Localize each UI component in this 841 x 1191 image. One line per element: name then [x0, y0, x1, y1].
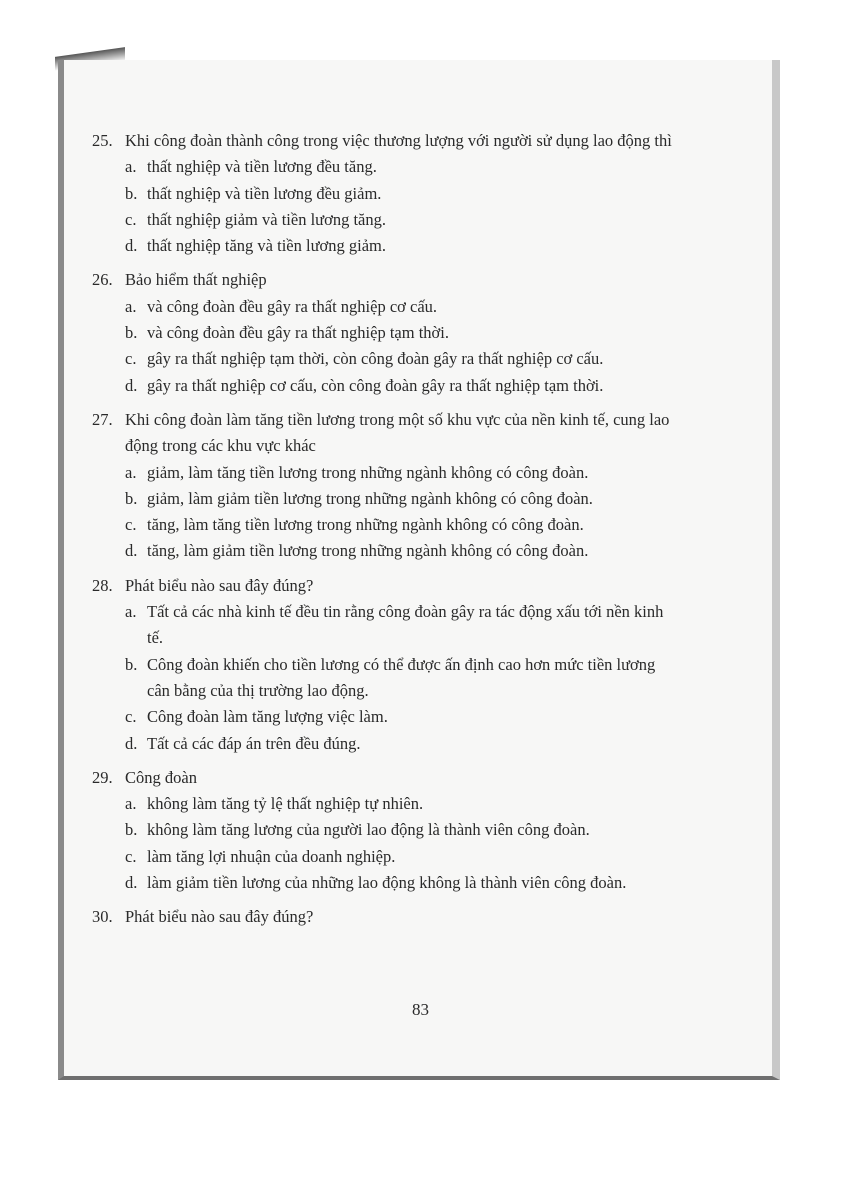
option-text: và công đoàn đều gây ra thất nghiệp cơ cấu.	[147, 296, 438, 316]
answer-option	[125, 652, 672, 705]
option-text: không làm tăng lương của người lao động là thành viên công đoàn.	[147, 820, 590, 840]
option-letter: d.	[125, 375, 138, 395]
answer-option	[125, 704, 672, 730]
question-text: Khi công đoàn làm tăng tiền lương trong một số khu vực của nền kinh tế, cung lao động trong các khu vực khác	[125, 409, 670, 456]
answer-option	[125, 320, 672, 346]
option-letter: a.	[125, 157, 137, 177]
option-text: tăng, làm tăng tiền lương trong những ngành không có công đoàn.	[147, 515, 584, 535]
answer-option	[125, 181, 672, 207]
question-5	[92, 904, 672, 930]
question-text: Khi công đoàn thành công trong việc thương lượng với người sử dụng lao động thì	[125, 131, 672, 150]
option-letter: c.	[125, 349, 137, 369]
answer-option	[125, 731, 672, 757]
option-text: Tất cả các nhà kinh tế đều tin rằng công đoàn gây ra tác động xấu tới nền kinh tế.	[147, 602, 664, 648]
answer-option	[125, 294, 672, 320]
option-text: Công đoàn làm tăng lượng việc làm.	[147, 707, 388, 727]
question-text: Bảo hiểm thất nghiệp	[125, 270, 267, 290]
answer-option	[125, 346, 672, 372]
answer-option	[125, 207, 672, 233]
answer-option	[125, 538, 672, 564]
question-number: 29.	[92, 767, 113, 787]
question-3	[92, 573, 672, 757]
answer-option	[125, 373, 672, 399]
option-letter: c.	[125, 515, 137, 535]
option-text: và công đoàn đều gây ra thất nghiệp tạm thời.	[147, 323, 449, 343]
option-letter: b.	[125, 323, 138, 343]
option-letter: d.	[125, 236, 138, 256]
question-1	[92, 267, 672, 398]
option-text: thất nghiệp và tiền lương đều giảm.	[147, 183, 382, 203]
question-2	[92, 407, 672, 565]
answer-option	[125, 791, 672, 817]
option-letter: c.	[125, 209, 137, 229]
option-text: thất nghiệp và tiền lương đều tăng.	[147, 157, 377, 177]
option-text: gây ra thất nghiệp cơ cấu, còn công đoàn gây ra thất nghiệp tạm thời.	[147, 375, 604, 395]
option-letter: a.	[125, 794, 137, 814]
option-text: làm tăng lợi nhuận của doanh nghiệp.	[147, 846, 396, 866]
option-letter: d.	[125, 541, 138, 561]
option-text: thất nghiệp giảm và tiền lương tăng.	[147, 209, 386, 229]
question-text: Phát biểu nào sau đây đúng?	[125, 907, 314, 927]
answer-option	[125, 233, 672, 259]
question-text: Công đoàn	[125, 767, 197, 787]
option-text: làm giảm tiền lương của những lao động không là thành viên công đoàn.	[147, 873, 627, 893]
question-4	[92, 765, 672, 896]
option-text: giảm, làm tăng tiền lương trong những ngành không có công đoàn.	[147, 462, 589, 482]
question-number: 28.	[92, 575, 113, 595]
question-number: 30.	[92, 907, 113, 927]
option-letter: c.	[125, 846, 137, 866]
question-number: 27.	[92, 409, 113, 429]
option-letter: a.	[125, 602, 137, 622]
option-letter: a.	[125, 296, 137, 316]
answer-option	[125, 817, 672, 843]
option-letter: d.	[125, 733, 138, 753]
question-stem	[92, 267, 672, 293]
option-letter: a.	[125, 462, 137, 482]
question-stem	[92, 904, 672, 930]
question-number: 26.	[92, 270, 113, 290]
answer-option	[125, 844, 672, 870]
question-stem	[92, 765, 672, 791]
answer-option	[125, 154, 672, 180]
answer-option	[125, 870, 672, 896]
option-text: không làm tăng tỷ lệ thất nghiệp tự nhiên.	[147, 794, 424, 814]
option-letter: b.	[125, 488, 138, 508]
page-number: 83	[412, 1000, 429, 1019]
option-text: giảm, làm giảm tiền lương trong những ngành không có công đoàn.	[147, 488, 593, 508]
question-stem	[92, 128, 672, 154]
answer-option	[125, 512, 672, 538]
answer-option	[125, 460, 672, 486]
question-0	[92, 128, 672, 259]
question-stem	[92, 573, 672, 599]
option-text: gây ra thất nghiệp tạm thời, còn công đoàn gây ra thất nghiệp cơ cấu.	[147, 349, 604, 369]
option-letter: c.	[125, 707, 137, 727]
option-text: tăng, làm giảm tiền lương trong những ngành không có công đoàn.	[147, 541, 589, 561]
answer-option	[125, 486, 672, 512]
option-letter: b.	[125, 654, 138, 674]
question-list	[92, 128, 672, 939]
question-number: 25.	[92, 131, 113, 150]
answer-option	[125, 599, 672, 652]
option-text: thất nghiệp tăng và tiền lương giảm.	[147, 236, 386, 256]
option-text: Tất cả các đáp án trên đều đúng.	[147, 733, 361, 753]
question-text: Phát biểu nào sau đây đúng?	[125, 575, 314, 595]
option-letter: b.	[125, 820, 138, 840]
question-stem	[92, 407, 672, 460]
option-letter: b.	[125, 183, 138, 203]
option-text: Công đoàn khiến cho tiền lương có thể được ấn định cao hơn mức tiền lương cân bằng của thị trường lao động.	[147, 654, 656, 700]
option-letter: d.	[125, 873, 138, 893]
